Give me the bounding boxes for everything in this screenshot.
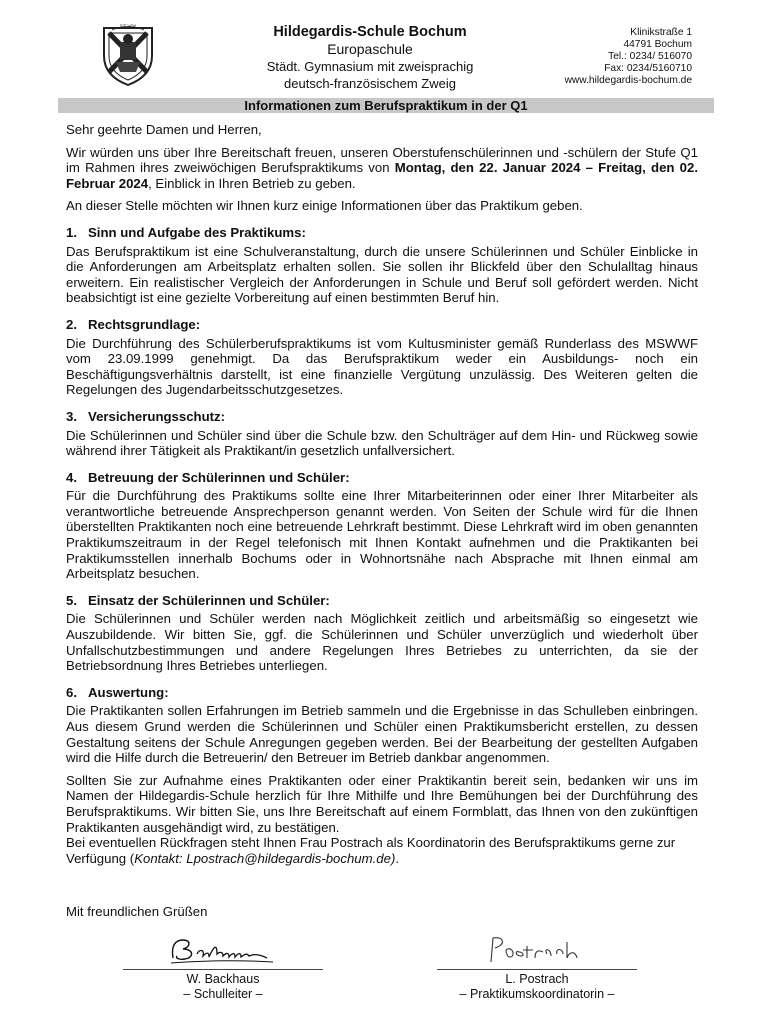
section-heading <box>66 225 698 241</box>
signature-postrach <box>477 932 597 966</box>
section-title: Betreuung der Schülerinnen und Schüler: <box>88 469 350 485</box>
intro-paragraph <box>66 145 698 192</box>
signature-block-principal <box>118 932 328 1001</box>
school-line-1: Städt. Gymnasium mit zweisprachig <box>266 59 474 74</box>
signatory-name: L. Postrach <box>505 972 569 986</box>
contact-paragraph <box>66 835 698 866</box>
section-number: 5. <box>66 592 77 608</box>
section-number: 2. <box>66 316 77 332</box>
section-heading <box>66 317 698 333</box>
closing-paragraph: Sollten Sie zur Aufnahme eines Praktikanten oder einer Praktikantin bereit sein, bedanken wir uns im Namen der Hildegardis-Schule herzlich für Ihre Mithilfe und Ihre Bemühungen bei der Durchführung des Berufspraktikums. Wir bitten Sie, uns Ihre Bereitschaft auf einem Formblatt, das Ihnen von den zukünftigen Praktikanten ausgehändigt wird, zu bestätigen. <box>66 772 698 835</box>
address-tel: Tel.: 0234/ 516070 <box>608 51 692 62</box>
section-number: 6. <box>66 684 77 700</box>
salutation: Sehr geehrte Damen und Herren, <box>66 122 262 137</box>
letter-body <box>66 122 698 873</box>
section-number: 1. <box>66 224 77 240</box>
contact-text-end: . <box>395 850 400 866</box>
section-heading <box>66 593 698 609</box>
intro-text: Wir würden uns über Ihre Bereitschaft freuen, unseren Oberstufenschülerinnen und -schülern der Stufe Q1 im Rahmen ihres zweiwöchigen Berufspraktikums von <box>66 144 698 176</box>
signatory-role: – Schulleiter – <box>183 986 263 1001</box>
intro-text-end: , Einblick in Ihren Betrieb zu geben. <box>148 175 356 191</box>
section-title: Rechtsgrundlage: <box>88 316 201 332</box>
section-text: Das Berufspraktikum ist eine Schulveranstaltung, durch die unsere Schülerinnen und Schüler Einblicke in die Anforderungen am Arbeitsplatz erhalten sollen. Sie sollen ihr Blickfeld über den Schulalltag hinaus erweitern. Ein realistischer Vergleich der Anforderungen in Schule und Beruf soll gefördert werden. Nicht beabsichtigt ist eine gezielte Vorbereitung auf einen bestimmten Beruf hin. <box>66 243 698 306</box>
contact-email: Kontakt: Lpostrach@hildegardis-bochum.de) <box>134 850 396 866</box>
document-title: Informationen zum Berufspraktikum in der Q1 <box>58 98 714 113</box>
section-text: Die Schülerinnen und Schüler werden nach Möglichkeit zeitlich und arbeitsmäßig so eingesetzt wie Auszubildende. Wir bitten Sie, ggf. die Schülerinnen und Schüler unverzüglich und wiederholt über Unfallschutzbestimmungen und andere Regelungen Ihres Betriebes zu unterrichten, da sie der Betriebsordnung Ihres Betriebes unterliegen. <box>66 611 698 674</box>
signatory-name: W. Backhaus <box>186 972 260 986</box>
section-text: Für die Durchführung des Praktikums sollte eine Ihrer Mitarbeiterinnen oder einer Ihrer Mitarbeiter als verantwortliche betreuende Ansprechperson genannt werden. Von Seiten der Schule wird für die Ihnen überstellten Praktikanten noch eine betreuende Lehrkraft bestimmt. Diese Lehrkraft wird im oben genannten Praktikumszeitraum in der Regel telefonisch mit Ihnen Kontakt aufnehmen und die Praktikanten bei Praktikumsstellen innerhalb Bochums oder in Wohnortsnähe nach Absprache mit Ihnen einmal am Arbeitsplatz besuchen. <box>66 488 698 582</box>
address-fax: Fax: 0234/5160710 <box>604 63 692 74</box>
section-text: Die Praktikanten sollen Erfahrungen im Betrieb sammeln und die Ergebnisse in das Schulleben einbringen. Aus diesem Grund werden die Schülerinnen und Schüler einen Praktikumsbericht erstellen, zu dessen Gestaltung seitens der Schule Anregungen gegeben werden. Bei der Bearbeitung der gestellten Aufgaben wird die Hilfe durch die Betreuerin/ den Betreuer im Betrieb dankbar angenommen. <box>66 703 698 766</box>
crest-motto: SIT VOX <box>119 24 137 29</box>
signature-block-coordinator <box>432 932 642 1001</box>
address-web: www.hildegardis-bochum.de <box>564 75 692 86</box>
section-text: Die Schülerinnen und Schüler sind über die Schule bzw. den Schulträger auf dem Hin- und Rückweg sowie während ihrer Tätigkeit als Praktikant/in gesetzlich unfallversichert. <box>66 427 698 459</box>
school-line-2: deutsch-französischem Zweig <box>284 76 456 91</box>
section-heading <box>66 685 698 701</box>
section-number: 3. <box>66 408 77 424</box>
signature-line <box>123 969 323 970</box>
address-city: 44791 Bochum <box>623 39 692 50</box>
address-street: Klinikstraße 1 <box>630 27 692 38</box>
section-title: Versicherungsschutz: <box>88 408 226 424</box>
section-number: 4. <box>66 469 77 485</box>
signature-line <box>437 969 637 970</box>
section-heading <box>66 470 698 486</box>
greeting: Mit freundlichen Grüßen <box>66 904 208 919</box>
section-title: Sinn und Aufgabe des Praktikums: <box>88 224 306 240</box>
section-title: Einsatz der Schülerinnen und Schüler: <box>88 592 330 608</box>
signature-backhaus <box>163 932 283 966</box>
signatory-role: – Praktikumskoordinatorin – <box>459 986 615 1001</box>
section-text: Die Durchführung des Schülerberufspraktikums ist vom Kultusminister gemäß Runderlass des MSWWF vom 23.09.1999 genehmigt. Da das Berufspraktikum weder ein Ausbildungs- noch ein Beschäftigungsverhältnis darstellt, ist eine finanzielle Vergütung unzulässig. Des Weiteren gelten die Regelungen des Jugendarbeitsschutzgesetzes. <box>66 335 698 398</box>
section-heading <box>66 409 698 425</box>
section-title: Auswertung: <box>88 684 169 700</box>
school-subtitle: Europaschule <box>327 41 413 57</box>
school-header <box>220 24 520 92</box>
school-name: Hildegardis-Schule Bochum <box>273 24 467 40</box>
intro-paragraph-2: An dieser Stelle möchten wir Ihnen kurz einige Informationen über das Praktikum geben. <box>66 198 583 214</box>
school-address <box>565 27 692 87</box>
contact-text: Bei eventuellen Rückfragen steht Ihnen Frau Postrach als Koordinatorin des Berufspraktikums gerne zur Verfügung ( <box>66 835 676 866</box>
intro-dates: Montag, den 22. Januar 2024 – Freitag, den 02. Februar 2024 <box>66 160 698 191</box>
school-crest-logo <box>100 22 156 88</box>
